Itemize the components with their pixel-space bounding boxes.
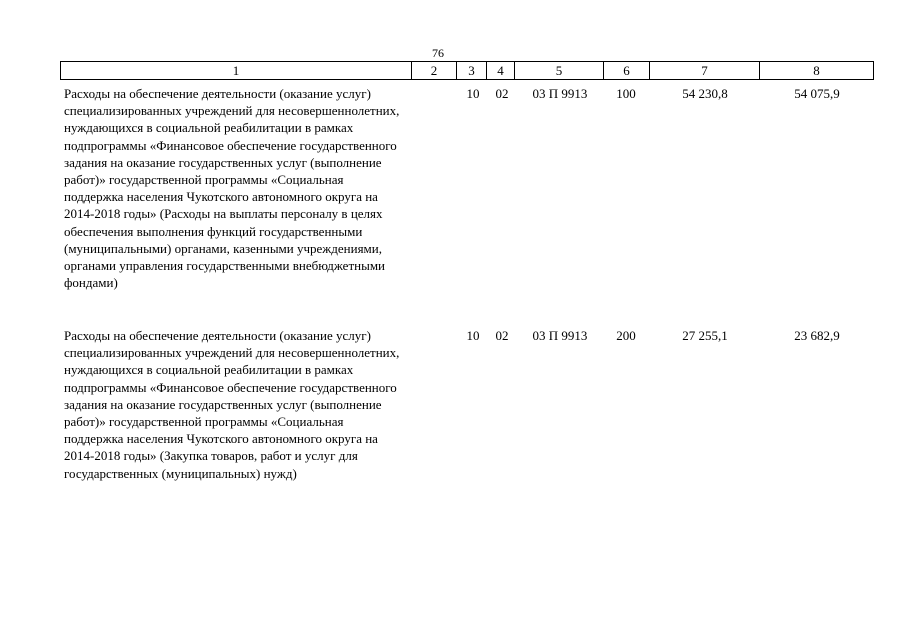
header-col-3: 3: [457, 62, 487, 80]
header-row: [61, 62, 874, 80]
header-col-7: 7: [650, 62, 760, 80]
header-col-5: 5: [515, 62, 604, 80]
row-expense-type: 200: [616, 328, 636, 343]
row-target-article: 03 П 9913: [532, 328, 588, 343]
header-col-2: 2: [412, 62, 457, 80]
row-subsection: 02: [495, 328, 509, 343]
row-amount-1: 54 230,8: [682, 86, 728, 101]
page-number: 76: [432, 46, 444, 60]
row-amount-1: 27 255,1: [682, 328, 728, 343]
row-target-article: 03 П 9913: [532, 86, 588, 101]
header-col-1: 1: [61, 62, 412, 80]
header-col-6: 6: [604, 62, 650, 80]
row-description: Расходы на обеспечение деятельности (оказание услуг) специализированных учреждений для несовершеннолетних, нуждающихся в социальной реабилитации в рамках подпрограммы «Финансовое обеспечение государственного задания на оказание государственных услуг (выполнение работ)» государственной программы «Социальная поддержка населения Чукотского автономного округа на 2014-2018 годы» (Расходы на выплаты персоналу в целях обеспечения выполнения функций государственными (муниципальными) органами, казенными учреждениями, органами управления государственными внебюджетными фондами): [64, 86, 400, 291]
header-col-4: 4: [487, 62, 515, 80]
header-col-8: 8: [760, 62, 874, 80]
column-number-header: [60, 61, 874, 80]
row-subsection: 02: [495, 86, 509, 101]
row-description: Расходы на обеспечение деятельности (оказание услуг) специализированных учреждений для несовершеннолетних, нуждающихся в социальной реабилитации в рамках подпрограммы «Финансовое обеспечение государственного задания на оказание государственных услуг (выполнение работ)» государственной программы «Социальная поддержка населения Чукотского автономного округа на 2014-2018 годы» (Закупка товаров, работ и услуг для государственных (муниципальных) нужд): [64, 328, 400, 481]
row-expense-type: 100: [616, 86, 636, 101]
row-amount-2: 54 075,9: [794, 86, 840, 101]
row-section: 10: [466, 328, 480, 343]
row-amount-2: 23 682,9: [794, 328, 840, 343]
row-section: 10: [466, 86, 480, 101]
